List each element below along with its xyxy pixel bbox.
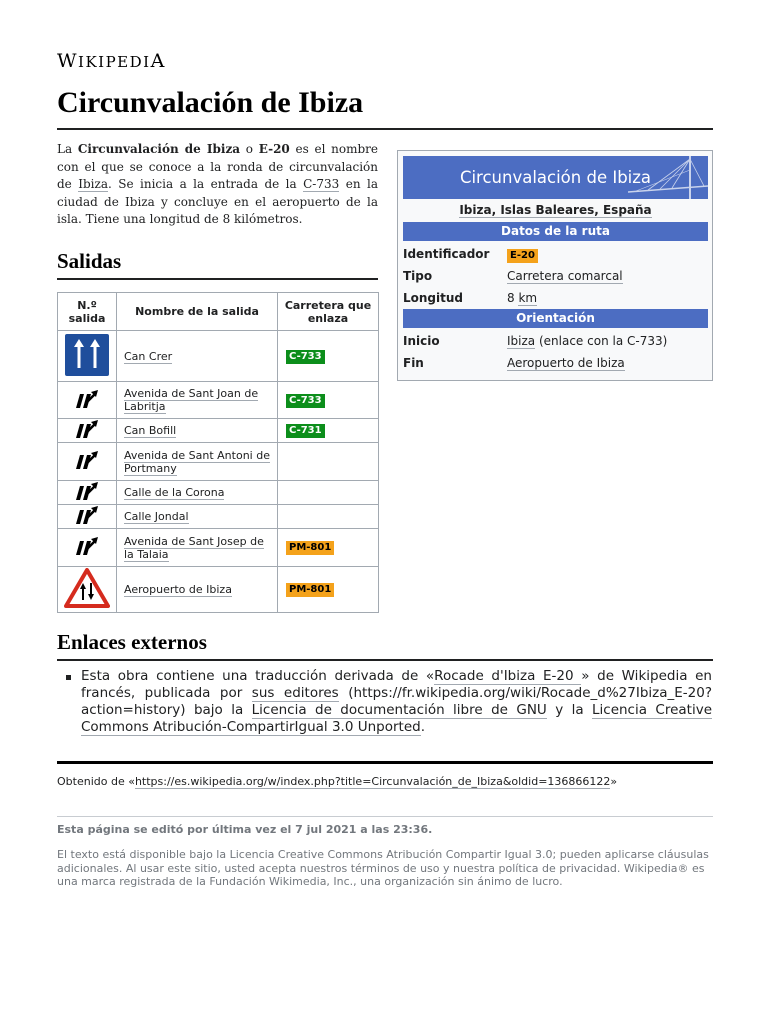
exit-icon bbox=[58, 443, 117, 481]
editors-link[interactable]: sus editores bbox=[251, 685, 339, 701]
infobox bbox=[397, 150, 713, 381]
inicio-ibiza-link[interactable]: Ibiza bbox=[507, 334, 536, 348]
exit-name-link[interactable]: Avenida de Sant Antoni de Portmany bbox=[124, 448, 270, 475]
identificador-value bbox=[507, 243, 538, 265]
intro-bold-name: Circunvalación de Ibiza bbox=[77, 142, 241, 156]
last-edited: Esta página se editó por última vez el 7 jul 2021 a las 23:36. bbox=[57, 823, 433, 836]
infobox-row-identificador bbox=[403, 243, 708, 265]
wikipedia-wordmark[interactable] bbox=[57, 50, 166, 72]
fin-label: Fin bbox=[403, 356, 424, 370]
table-row bbox=[58, 529, 379, 567]
brand-middle: IKIPEDI bbox=[78, 53, 151, 71]
infobox-section-route: Datos de la ruta bbox=[403, 222, 708, 241]
ibiza-link[interactable]: Ibiza bbox=[78, 177, 108, 192]
exit-name-link[interactable]: Can Bofill bbox=[124, 424, 177, 437]
enlaces-heading: Enlaces externos bbox=[57, 630, 713, 661]
intro-bold-code: E-20 bbox=[258, 142, 290, 156]
table-row bbox=[58, 382, 379, 419]
brand-final: A bbox=[150, 50, 166, 72]
two-lanes-icon bbox=[58, 331, 117, 382]
tipo-link[interactable]: Carretera comarcal bbox=[507, 269, 623, 283]
exit-name-link[interactable]: Calle de la Corona bbox=[124, 486, 225, 499]
exit-icon bbox=[58, 481, 117, 505]
c733-link[interactable]: C-733 bbox=[303, 177, 340, 192]
table-row bbox=[58, 419, 379, 443]
table-row bbox=[58, 443, 379, 481]
exit-name-cell bbox=[117, 567, 278, 613]
infobox-location bbox=[403, 201, 708, 219]
road-cell bbox=[278, 443, 379, 481]
brand-initial: W bbox=[57, 50, 79, 72]
col-header-name: Nombre de la salida bbox=[117, 293, 278, 331]
salidas-heading: Salidas bbox=[57, 249, 378, 280]
exit-icon bbox=[58, 529, 117, 567]
inicio-label: Inicio bbox=[403, 334, 440, 348]
gfdl-link[interactable]: Licencia de documentación libre de GNU bbox=[251, 702, 547, 718]
inicio-detail: (enlace con la C-733) bbox=[535, 334, 668, 348]
road-cell bbox=[278, 331, 379, 382]
exit-name-link[interactable]: Aeropuerto de Ibiza bbox=[124, 583, 232, 596]
infobox-title-bar bbox=[403, 156, 708, 199]
exit-name-cell bbox=[117, 382, 278, 419]
exit-name-link[interactable]: Calle Jondal bbox=[124, 510, 189, 523]
page-title: Circunvalación de Ibiza bbox=[57, 86, 713, 130]
identificador-label: Identificador bbox=[403, 247, 490, 261]
longitud-label: Longitud bbox=[403, 291, 464, 305]
footer-divider bbox=[57, 761, 713, 764]
exit-name-cell bbox=[117, 443, 278, 481]
cc-license-link[interactable]: Licencia Creative Commons Atribución-CompartirIgual 3.0 Unported bbox=[81, 702, 712, 735]
infobox-row-fin bbox=[403, 352, 708, 374]
road-cell bbox=[278, 419, 379, 443]
road-badge: PM-801 bbox=[286, 541, 334, 555]
road-cell bbox=[278, 529, 379, 567]
longitud-value: 8 bbox=[507, 291, 519, 305]
external-links-item: Esta obra contiene una traducción derivada de «Rocade d'Ibiza E-20 » de Wikipedia en francés, publicada por sus editores (https://fr.wikipedia.org/wiki/Rocade_d%27Ibiza_E-20?action=history) bajo la Licencia de documentación libre de GNU y la Licencia Creative Commons Atribución-CompartirIgual 3.0 Unported. bbox=[81, 668, 713, 735]
permanent-link[interactable]: https://es.wikipedia.org/w/index.php?title=Circunvalación_de_Ibiza&oldid=136866122 bbox=[134, 775, 611, 788]
retrieved-from: Obtenido de «https://es.wikipedia.org/w/index.php?title=Circunvalación_de_Ibiza&oldid=136866122» bbox=[57, 775, 618, 788]
road-badge: C-733 bbox=[286, 350, 325, 364]
infobox-row-longitud bbox=[403, 287, 708, 309]
road-cell bbox=[278, 505, 379, 529]
col-header-road: Carretera que enlaza bbox=[278, 293, 379, 331]
exits-table bbox=[57, 292, 379, 613]
road-badge: PM-801 bbox=[286, 583, 334, 597]
exit-name-cell bbox=[117, 419, 278, 443]
infobox-section-orientation: Orientación bbox=[403, 309, 708, 328]
table-row bbox=[58, 505, 379, 529]
exit-icon bbox=[58, 382, 117, 419]
table-row bbox=[58, 481, 379, 505]
e20-badge: E-20 bbox=[507, 249, 538, 263]
road-cell bbox=[278, 481, 379, 505]
infobox-row-inicio bbox=[403, 330, 708, 352]
intro-paragraph: La Circunvalación de Ibiza o E-20 es el nombre con el que se conoce a la ronda de circunvalación de Ibiza. Se inicia a la entrada de la C-733 en la ciudad de Ibiza y concluye en el aeropuerto de la isla. Tiene una longitud de 8 kilómetros. bbox=[57, 142, 379, 227]
infobox-title: Circunvalación de Ibiza bbox=[459, 168, 652, 187]
col-header-number: N.º salida bbox=[58, 293, 117, 331]
location-link[interactable]: Ibiza, Islas Baleares, España bbox=[459, 203, 652, 217]
exit-name-cell bbox=[117, 529, 278, 567]
table-row bbox=[58, 567, 379, 613]
tipo-label: Tipo bbox=[403, 269, 433, 283]
exits-header-row bbox=[58, 293, 379, 331]
exit-name-link[interactable]: Can Crer bbox=[124, 349, 173, 363]
road-badge: C-731 bbox=[286, 424, 325, 438]
exit-name-link[interactable]: Avenida de Sant Joan de Labritja bbox=[124, 387, 259, 413]
exit-name-cell bbox=[117, 481, 278, 505]
road-cell bbox=[278, 382, 379, 419]
road-badge: C-733 bbox=[286, 394, 325, 408]
km-link[interactable]: km bbox=[518, 291, 538, 305]
exit-name-cell bbox=[117, 505, 278, 529]
fin-link[interactable]: Aeropuerto de Ibiza bbox=[507, 356, 625, 370]
road-cell bbox=[278, 567, 379, 613]
table-row bbox=[58, 331, 379, 382]
exit-name-cell bbox=[117, 331, 278, 382]
footer-thin-divider bbox=[57, 816, 713, 817]
exit-icon bbox=[58, 505, 117, 529]
exit-icon bbox=[58, 419, 117, 443]
exit-name-link[interactable]: Avenida de Sant Josep de la Talaia bbox=[124, 534, 264, 561]
license-notice: El texto está disponible bajo la Licencia Creative Commons Atribución Compartir Igual 3.0; pueden aplicarse cláusulas adicionales. Al usar este sitio, usted acepta nuestros términos de uso y nuestra política de privacidad. Wikipedia® es una marca registrada de la Fundación Wikimedia, Inc., una organización sin ánimo de lucro. bbox=[57, 848, 709, 888]
two-way-warning-icon bbox=[58, 567, 117, 613]
infobox-row-tipo bbox=[403, 265, 708, 287]
fr-article-link[interactable]: Rocade d'Ibiza E-20 bbox=[434, 668, 582, 684]
